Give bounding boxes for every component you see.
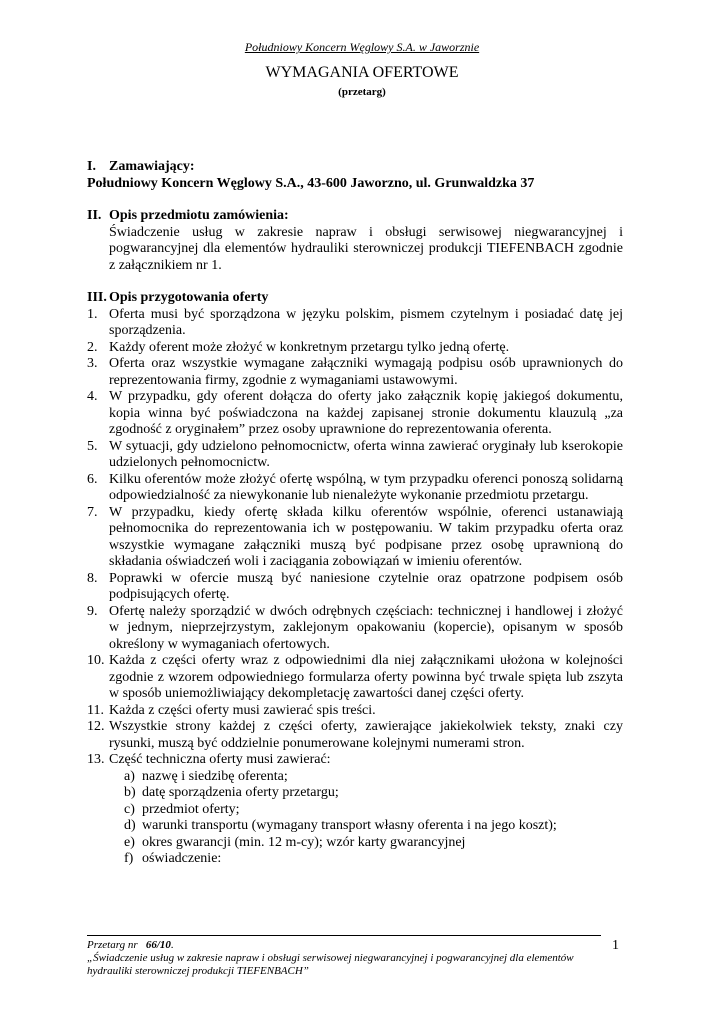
- sub-list-item: [124, 818, 623, 835]
- ordering-party-address: Południowy Koncern Węglowy S.A., 43-600 Jaworzno, ul. Grunwaldzka 37: [87, 175, 535, 191]
- item-number: 10.: [87, 653, 105, 668]
- sub-list-item: [124, 785, 623, 802]
- section-subject: [87, 208, 623, 274]
- sub-item-letter: f): [124, 851, 134, 866]
- sub-list-item: [124, 802, 623, 819]
- requirements-list: [87, 307, 623, 868]
- section-title: Opis przygotowania oferty: [109, 290, 269, 305]
- list-item: [87, 340, 623, 357]
- list-item: [87, 653, 623, 703]
- list-item: [87, 472, 623, 505]
- item-text: Każda z części oferty musi zawierać spis treści.: [109, 702, 376, 718]
- item-text: Każda z części oferty wraz z odpowiednimi dla niej załącznikami ułożona w kolejności zgodnie z wzorem odpowiedniego formularza oferty powinna być trwale spięta lub zszyta w sposób uniemożliwiający dekompletację zawartości danej części oferty.: [109, 653, 623, 701]
- page-header-company: Południowy Koncern Węglowy S.A. w Jaworznie: [244, 40, 480, 54]
- section-title: Opis przedmiotu zamówienia:: [109, 208, 289, 223]
- document-title: WYMAGANIA OFERTOWE: [265, 64, 459, 81]
- section-number: I.: [87, 159, 96, 174]
- footer-ref-prefix: Przetarg nr: [87, 939, 138, 951]
- sub-list-item: [124, 835, 623, 852]
- item-number: 11.: [87, 702, 104, 718]
- item-text: Oferta oraz wszystkie wymagane załączniki wymagają podpisu osób uprawnionych do reprezentowania firmy, zgodnie z wymaganiami ustawowymi.: [109, 356, 623, 388]
- sub-item-text: okres gwarancji (min. 12 m-cy); wzór karty gwarancyjnej: [142, 834, 466, 850]
- sub-list-item: [124, 769, 623, 786]
- item-number: 13.: [87, 752, 105, 767]
- document-body: [87, 159, 623, 868]
- item-text: Każdy oferent może złożyć w konkretnym przetargu tylko jedną ofertę.: [109, 339, 510, 355]
- sub-item-text: oświadczenie:: [142, 851, 222, 866]
- item-text: Oferta musi być sporządzona w języku polskim, pismem czytelnym i posiadać datę jej sporządzenia.: [109, 306, 623, 338]
- list-item: [87, 439, 623, 472]
- technical-part-sublist: [109, 769, 623, 868]
- section-title: Zamawiający:: [109, 159, 195, 174]
- footer-description: „Świadczenie usług w zakresie napraw i obsługi serwisowej niegwarancyjnej i pogwarancyjnej dla elementów hydrauliki sterowniczej produkcji TIEFENBACH”: [87, 952, 574, 977]
- document-subtitle: (przetarg): [338, 86, 386, 98]
- item-text: W sytuacji, gdy udzielono pełnomocnictw, oferta winna zawierać oryginały lub kserokopie udzielonych pełnomocnictw.: [109, 438, 623, 470]
- item-number: 1.: [87, 306, 98, 322]
- item-text: W przypadku, kiedy ofertę składa kilku oferentów wspólnie, oferenci ustanawiają pełnomocnika do reprezentowania ich w postępowaniu. W takim przypadku oferta oraz wszystkie wymagane załączniki muszą być podpisane przez osobę uprawnioną do składania oświadczeń woli i zaciągania zobowiązań w imieniu oferentów.: [109, 504, 623, 569]
- list-item: [87, 356, 623, 389]
- footer-ref-number: 66/10: [145, 939, 171, 951]
- item-number: 2.: [87, 339, 98, 355]
- list-item: [87, 505, 623, 571]
- section-ordering-party: [87, 159, 623, 192]
- section-number: III.: [87, 290, 107, 305]
- sub-item-letter: b): [124, 785, 136, 800]
- section-heading: [87, 159, 623, 176]
- item-number: 9.: [87, 603, 98, 619]
- list-item: [87, 571, 623, 604]
- list-item: [87, 752, 623, 868]
- section-number: II.: [87, 208, 102, 223]
- sub-item-text: nazwę i siedzibę oferenta;: [142, 768, 288, 784]
- list-item: [87, 703, 623, 720]
- page-footer: [87, 939, 607, 978]
- item-number: 12.: [87, 719, 105, 734]
- item-number: 7.: [87, 504, 98, 520]
- item-text: Kilku oferentów może złożyć ofertę wspólną, w tym przypadku oferenci ponoszą solidarną odpowiedzialność za niewykonanie lub nienależyte wykonanie przedmiotu przetargu.: [109, 471, 623, 503]
- sub-item-text: datę sporządzenia oferty przetargu;: [142, 785, 339, 800]
- item-number: 3.: [87, 356, 98, 371]
- footer-tender-reference: Przetarg nr 66/10.: [87, 939, 174, 951]
- sub-item-text: przedmiot oferty;: [142, 801, 240, 817]
- list-item: [87, 719, 623, 752]
- section-heading: [87, 208, 623, 225]
- item-text: Wszystkie strony każdej z części oferty, zawierające jakiekolwiek teksty, znaki czy rysunki, muszą być oddzielnie ponumerowane kolejnymi numerami stron.: [109, 719, 623, 751]
- sub-item-text: warunki transportu (wymagany transport własny oferenta i na jego koszt);: [142, 818, 557, 833]
- item-number: 6.: [87, 471, 98, 487]
- item-number: 8.: [87, 570, 98, 586]
- section-heading: [87, 290, 623, 307]
- sub-item-letter: d): [124, 818, 136, 833]
- item-text: Część techniczna oferty musi zawierać:: [109, 752, 331, 767]
- item-number: 5.: [87, 438, 98, 454]
- list-item: [87, 604, 623, 654]
- item-text: Poprawki w ofercie muszą być naniesione czytelnie oraz opatrzone podpisem osób podpisujących ofertę.: [109, 570, 623, 602]
- section-body: Świadczenie usług w zakresie napraw i obsługi serwisowej niegwarancyjnej i pogwarancyjnej dla elementów hydrauliki sterowniczej produkcji TIEFENBACH zgodnie z załącznikiem nr 1.: [109, 224, 623, 273]
- sub-item-letter: c): [124, 801, 135, 817]
- list-item: [87, 307, 623, 340]
- item-number: 4.: [87, 389, 98, 404]
- section-offer-preparation: [87, 290, 623, 868]
- sub-list-item: [124, 851, 623, 868]
- footer-divider: [87, 935, 601, 936]
- item-text: Ofertę należy sporządzić w dwóch odrębnych częściach: technicznej i handlowej i złożyć w jednym, nieprzejrzystym, zaklejonym opakowaniu (kopercie), opisanym w sposób określony w wymaganiach ofertowych.: [109, 603, 623, 652]
- page-number: 1: [612, 938, 619, 953]
- item-text: W przypadku, gdy oferent dołącza do oferty jako załącznik kopię jakiegoś dokumentu, kopia winna być poświadczona na każdej zapisanej stronie dokumentu klauzulą „za zgodność z oryginałem” przez osoby uprawnione do reprezentowania oferenta.: [109, 389, 623, 437]
- sub-item-letter: a): [124, 768, 135, 784]
- sub-item-letter: e): [124, 834, 135, 850]
- list-item: [87, 389, 623, 439]
